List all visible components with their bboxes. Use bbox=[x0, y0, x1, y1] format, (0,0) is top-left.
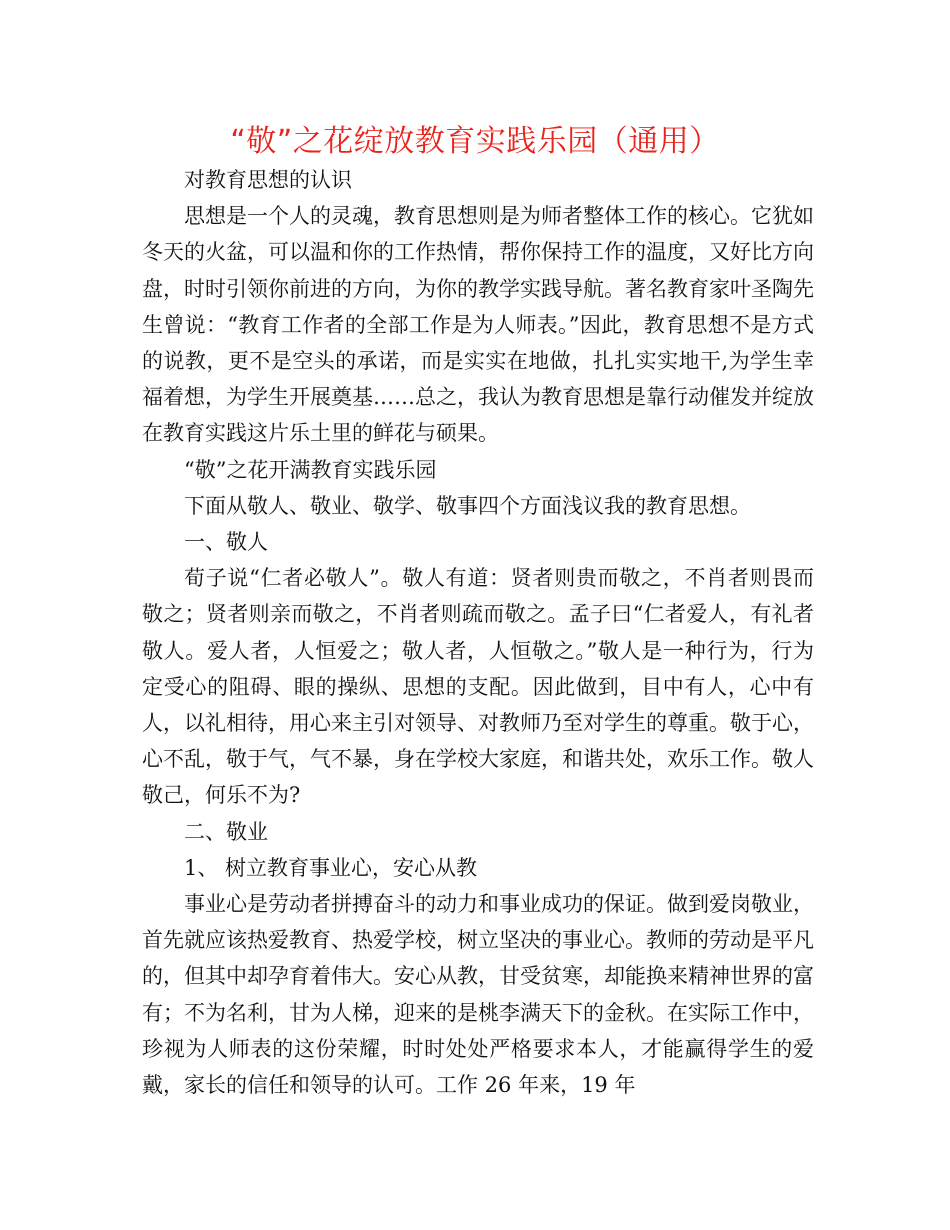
section-heading: “敬”之花开满教育实践乐园 bbox=[184, 457, 437, 482]
paragraph: 荀子说“仁者必敬人”。敬人有道：贤者则贵而敬之，不肖者则畏而敬之；贤者则亲而敬之，不肖者则疏而敬之。孟子曰“仁者爱人，有礼者敬人。爱人者，人恒爱之；敬人者，人恒敬之。”敬人是一种行为，行为定受心的阻碍、眼的操纵、思想的支配。因此做到，目中有人，心中有人，以礼相待，用心来主引对领导、对教师乃至对学生的尊重。敬于心，心不乱，敬于气，气不暴，身在学校大家庭，和谐共处，欢乐工作。敬人敬己，何乐不为? bbox=[142, 566, 814, 808]
document-body bbox=[142, 162, 814, 1103]
section-heading: 一、敬人 bbox=[184, 530, 268, 555]
subsection-heading: 1、 树立教育事业心，安心从教 bbox=[184, 855, 478, 880]
paragraph: 事业心是劳动者拼搏奋斗的动力和事业成功的保证。做到爱岗敬业，首先就应该热爱教育、热爱学校，树立坚决的事业心。教师的劳动是平凡的，但其中却孕育着伟大。安心从教，甘受贫寒，却能换来精神世界的富有；不为名利，甘为人梯，迎来的是桃李满天下的金秋。在实际工作中，珍视为人师表的这份荣耀，时时处处严格要求本人，才能赢得学生的爱戴，家长的信任和领导的认可。工作 26 年来，19 年 bbox=[142, 892, 814, 1098]
paragraph: 思想是一个人的灵魂，教育思想则是为师者整体工作的核心。它犹如冬天的火盆，可以温和你的工作热情，帮你保持工作的温度，又好比方向盘，时时引领你前进的方向，为你的教学实践导航。著名教育家叶圣陶先生曾说：“教育工作者的全部工作是为人师表。”因此，教育思想不是方式的说教，更不是空头的承诺，而是实实在地做，扎扎实实地干,为学生幸福着想，为学生开展奠基……总之，我认为教育思想是靠行动催发并绽放在教育实践这片乐土里的鲜花与硕果。 bbox=[142, 204, 814, 446]
paragraph: 下面从敬人、敬业、敬学、敬事四个方面浅议我的教育思想。 bbox=[184, 493, 751, 518]
section-heading: 对教育思想的认识 bbox=[184, 168, 352, 192]
section-heading: 二、敬业 bbox=[184, 819, 268, 844]
document-title: “敬”之花绽放教育实践乐园（通用） bbox=[230, 124, 720, 159]
